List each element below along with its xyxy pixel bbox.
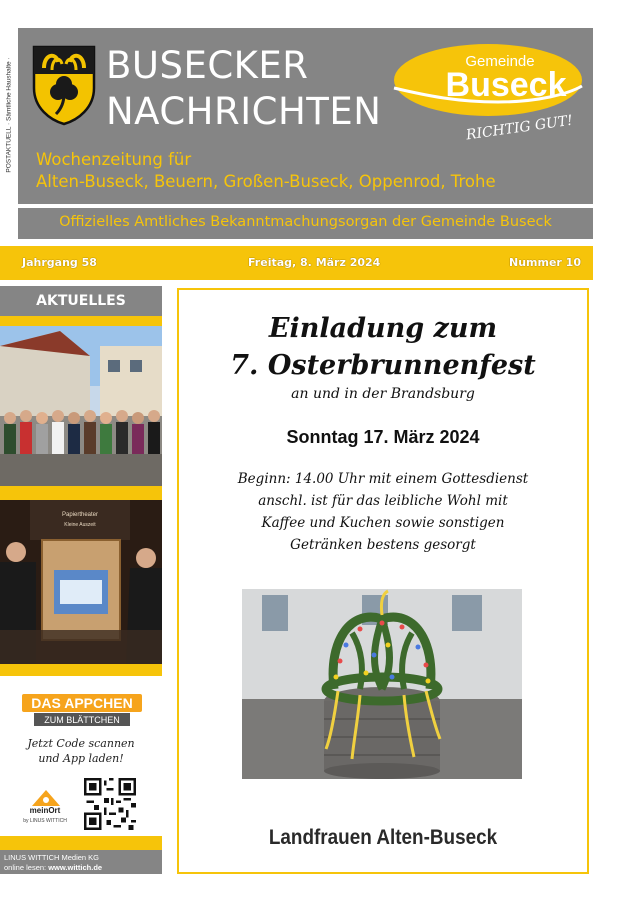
issue-number: Nummer 10 — [509, 256, 581, 269]
title-line-1: BUSECKER — [106, 44, 309, 87]
publisher-online — [4, 863, 102, 872]
subtitle-line-1: Wochenzeitung für — [36, 150, 192, 169]
app-logo-das: DAS — [31, 695, 65, 711]
coat-of-arms-icon — [30, 44, 98, 126]
puppet-theater-photo[interactable] — [0, 500, 162, 664]
flyer-body-1: Beginn: 14.00 Uhr mit einem Gottesdienst — [237, 471, 529, 487]
postaktuell-note — [2, 30, 16, 200]
sidebar-header — [0, 286, 162, 316]
easter-fountain-photo[interactable] — [242, 589, 522, 779]
meinort-label: meinOrt — [29, 806, 61, 815]
flyer-date: Sonntag 17. März 2024 — [286, 427, 480, 447]
publisher-link[interactable]: www.wittich.de — [48, 863, 103, 872]
flyer-heading-3: an und in der Brandsburg — [291, 386, 475, 402]
flyer-body-2: anschl. ist für das leibliche Wohl mit — [258, 493, 508, 509]
online-prefix: online lesen: — [4, 863, 49, 872]
das-appchen-logo — [20, 690, 144, 728]
jahrgang: Jahrgang 58 — [22, 256, 97, 269]
official-text: Offizielles Amtliches Bekanntmachungsorgan der Gemeinde Buseck — [59, 214, 552, 230]
gemeinde-buseck-logo — [388, 36, 586, 148]
qr-code[interactable] — [84, 778, 136, 830]
sign-line-1: Papiertheater — [61, 512, 99, 518]
app-logo-app: APP — [64, 695, 94, 711]
title-line-2: NACHRICHTEN — [106, 90, 382, 133]
sign-line-2: Kleine Auszeit — [64, 522, 96, 528]
svg-text:DAS APPCHEN — [31, 695, 132, 711]
app-text-line-2: und App laden! — [38, 752, 124, 765]
flyer-footer: Landfrauen Alten-Buseck — [268, 826, 498, 849]
flyer-body-3: Kaffee und Kuchen sowie sonstigen — [261, 515, 505, 531]
sidebar-title: AKTUELLES — [36, 293, 126, 309]
group-photo[interactable] — [0, 326, 162, 486]
logo-slogan: RICHTIG GUT! — [465, 112, 574, 144]
subtitle-line-2: Alten-Buseck, Beuern, Großen-Buseck, Oppenrod, Trohe — [36, 172, 496, 191]
flyer-body-4: Getränken bestens gesorgt — [290, 537, 476, 553]
issue-info-bar — [0, 246, 593, 280]
issue-date: Freitag, 8. März 2024 — [248, 256, 381, 269]
publisher-name: LINUS WITTICH Medien KG — [4, 853, 100, 862]
app-text-line-1: Jetzt Code scannen — [27, 737, 135, 750]
flyer-heading-2: 7. Osterbrunnenfest — [230, 350, 536, 381]
flyer-heading-1: Einladung zum — [268, 313, 498, 344]
app-logo-line2: ZUM BLÄTTCHEN — [44, 715, 120, 725]
meinort-by-label: by LINUS WITTICH — [23, 818, 67, 824]
official-bar — [18, 208, 593, 239]
app-logo-chen: CHEN — [93, 695, 133, 711]
postaktuell-text: POSTAKTUELL · Sämtliche Haushalte · — [5, 57, 13, 173]
logo-name: Buseck — [445, 66, 567, 104]
logo-gemeinde: Gemeinde — [465, 53, 535, 70]
